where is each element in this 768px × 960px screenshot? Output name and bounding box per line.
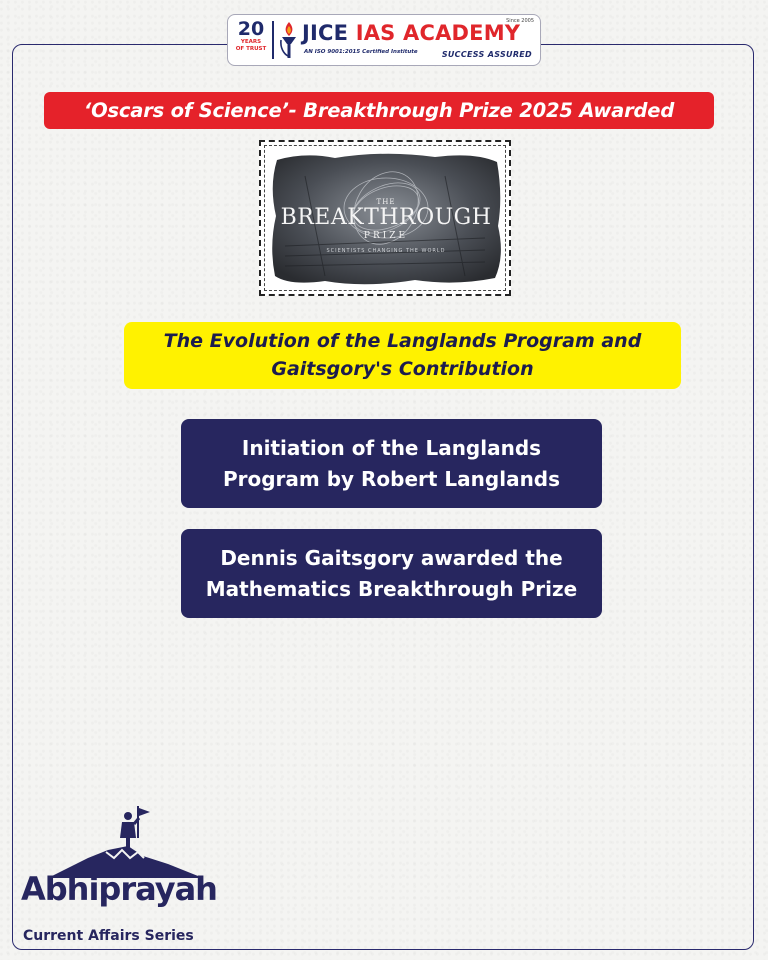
page-title-banner: ‘Oscars of Science’- Breakthrough Prize 2025 Awarded — [44, 92, 714, 129]
brand-series: Current Affairs Series — [23, 928, 194, 944]
academy-name-ias: IAS ACADEMY — [355, 21, 521, 45]
image-text-small: SCIENTISTS CHANGING THE WORLD — [326, 248, 446, 254]
image-inner-border — [264, 145, 506, 291]
years-number: 20 — [237, 18, 265, 40]
years-badge — [234, 19, 268, 53]
info-card-gaitsgory — [181, 529, 602, 618]
subtitle-box — [124, 322, 681, 389]
torch-icon — [278, 20, 300, 60]
subtitle-line-1: The Evolution of the Langlands Program and — [163, 330, 642, 352]
subtitle-line-2: Gaitsgory's Contribution — [271, 358, 534, 380]
image-text-the: THE — [376, 198, 396, 206]
years-label: YEARS — [240, 39, 262, 45]
breakthrough-prize-graphic — [265, 146, 506, 291]
info-card-langlands — [181, 419, 602, 508]
academy-logo — [227, 14, 541, 66]
logo-divider — [272, 21, 274, 59]
tagline-text: SUCCESS ASSURED — [441, 50, 532, 59]
brand-name: Abhiprayah — [21, 870, 217, 908]
card-1-line-1: Initiation of the Langlands — [241, 436, 542, 460]
trust-label: OF TRUST — [235, 46, 267, 52]
iso-text: AN ISO 9001:2015 Certified Institute — [304, 49, 418, 55]
card-2-line-1: Dennis Gaitsgory awarded the — [220, 546, 563, 570]
image-text-prize: PRIZE — [363, 231, 409, 241]
card-2-line-2: Mathematics Breakthrough Prize — [205, 577, 578, 601]
breakthrough-prize-image — [259, 140, 511, 296]
academy-name — [302, 21, 520, 45]
card-1-line-2: Program by Robert Langlands — [222, 467, 561, 491]
since-text: Since 2005 — [506, 18, 534, 24]
image-text-main: BREAKTHROUGH — [280, 205, 492, 230]
academy-name-jice: JICE — [302, 21, 349, 45]
